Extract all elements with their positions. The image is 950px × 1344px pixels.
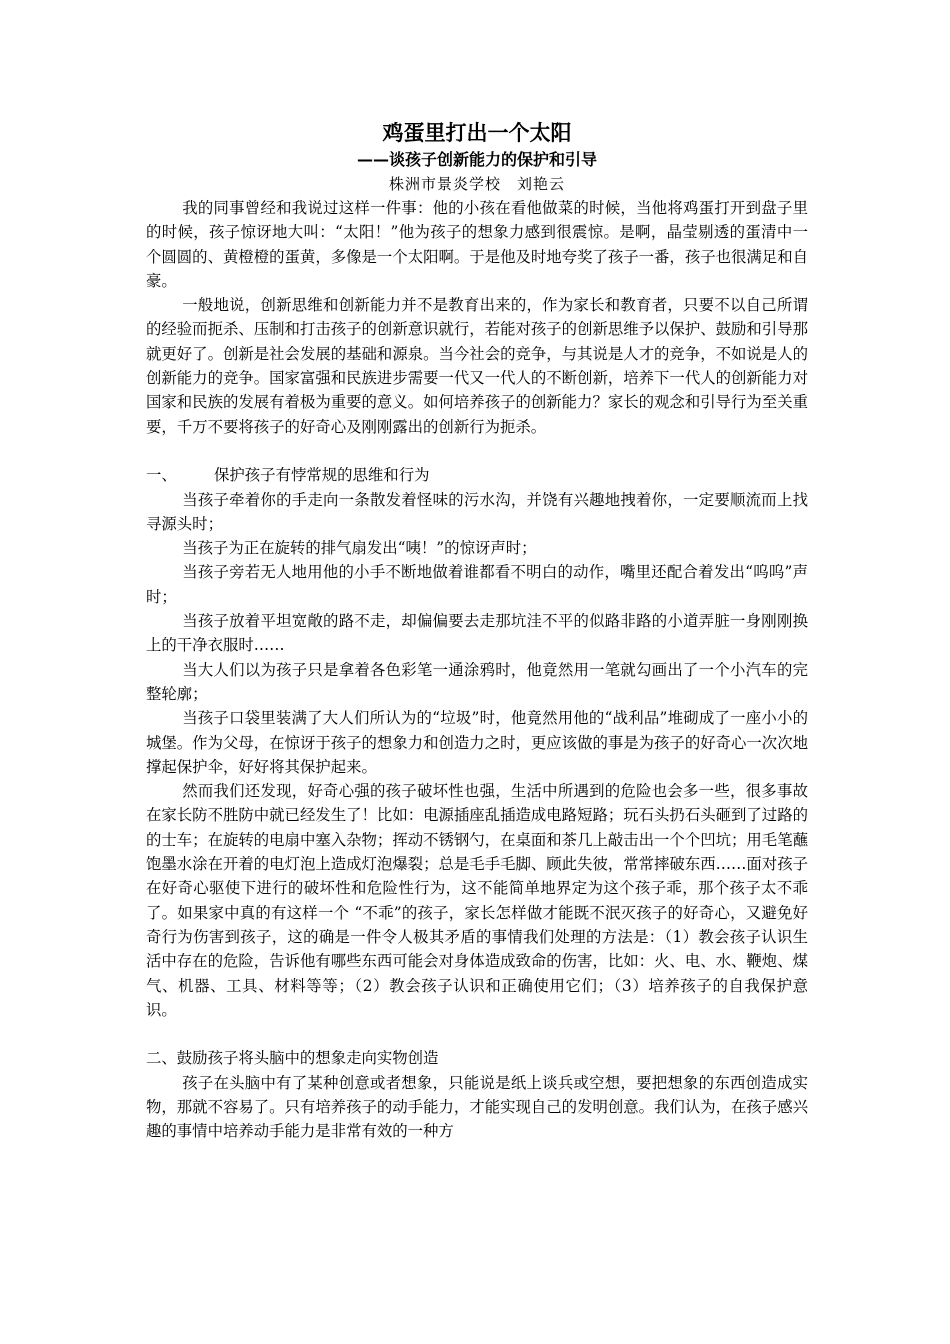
article-subtitle: ——谈孩子创新能力的保护和引导: [356, 150, 597, 169]
spacer: [146, 439, 808, 463]
section-paragraph: 当大人们以为孩子只是拿着各色彩笔一通涂鸦时，他竟然用一笔就勾画出了一个小汽车的完整轮廓；: [146, 660, 808, 703]
spacer: [146, 1022, 808, 1046]
intro-paragraph: 我的同事曾经和我说过这样一件事：他的小孩在看他做菜的时候，当他将鸡蛋打开到盘子里的时候，孩子惊讶地大叫：“太阳！”他为孩子的想象力感到很震惊。是啊，晶莹剔透的蛋清中一个圆圆的、黄橙橙的蛋黄，多像是一个太阳啊。于是他及时地夸奖了孩子一番，孩子也很满足和自豪。: [146, 199, 808, 290]
section-paragraph: 孩子在头脑中有了某种创意或者想象，只能说是纸上谈兵或空想，要把想象的东西创造成实物，那就不容易了。只有培养孩子的动手能力，才能实现自己的发明创意。我们认为，在孩子感兴趣的事情中培养动手能力是非常有效的一种方: [146, 1073, 808, 1141]
section-heading-2: 二、鼓励孩子将头脑中的想象走向实物创造: [146, 1049, 439, 1068]
section-paragraph: 当孩子放着平坦宽敞的路不走，却偏偏要去走那坑洼不平的似路非路的小道弄脏一身刚刚换上的干净衣服时……: [146, 612, 808, 655]
section-title: 保护孩子有悖常规的思维和行为: [214, 466, 430, 485]
author-line: 株洲市景炎学校 刘艳云: [388, 175, 565, 193]
section-heading-1: [146, 463, 808, 487]
document-page: [146, 118, 808, 1144]
section-paragraph: 然而我们还发现，好奇心强的孩子破坏性也强，生活中所遇到的危险也会多一些，很多事故在家长防不胜防中就已经发生了！比如：电源插座乱插造成电路短路；玩石头扔石头砸到了过路的的士车；在旋转的电扇中塞入杂物；挥动不锈钢勺，在桌面和茶几上敲击出一个个凹坑；用毛笔蘸饱墨水涂在开着的电灯泡上造成灯泡爆裂；总是毛手毛脚、顾此失彼，常常摔破东西……面对孩子在好奇心驱使下进行的破坏性和危险性行为，这不能简单地界定为这个孩子乖，那个孩子太不乖了。如果家中真的有这样一个 “不乖”的孩子，家长怎样做才能既不泯灭孩子的好奇心，又避免好奇行为伤害到孩子，这的确是一件令人极其矛盾的事情我们处理的方法是：（1）教会孩子认识生活中存在的危险，告诉他有哪些东西可能会对身体造成致命的伤害，比如：火、电、水、鞭炮、煤气、机器、工具、材料等等；（2）教会孩子认识和正确使用它们；（3）培养孩子的自我保护意识。: [146, 782, 808, 1019]
section-paragraph: 当孩子牵着你的手走向一条散发着怪味的污水沟，并饶有兴趣地拽着你，一定要顺流而上找寻源头时；: [146, 490, 808, 533]
article-title: 鸡蛋里打出一个太阳: [382, 121, 572, 145]
section-paragraph: 当孩子口袋里装满了大人们所认为的“垃圾”时，他竟然用他的“战利品”堆砌成了一座小小的城堡。作为父母，在惊讶于孩子的想象力和创造力之时，更应该做的事是为孩子的好奇心一次次地撑起保护伞，好好将其保护起来。: [146, 709, 808, 776]
section-paragraph: 当孩子旁若无人地用他的小手不断地做着谁都看不明白的动作，嘴里还配合着发出“呜呜”声时；: [146, 563, 808, 606]
section-paragraph: 当孩子为正在旋转的排气扇发出“咦！”的惊讶声时；: [182, 539, 537, 558]
intro-paragraph: 一般地说，创新思维和创新能力并不是教育出来的，作为家长和教育者，只要不以自己所谓的经验而扼杀、压制和打击孩子的创新意识就行，若能对孩子的创新思维予以保护、鼓励和引导那就更好了。创新是社会发展的基础和源泉。当今社会的竞争，与其说是人才的竞争，不如说是人的创新能力的竞争。国家富强和民族进步需要一代又一代人的不断创新，培养下一代人的创新能力对国家和民族的发展有着极为重要的意义。如何培养孩子的创新能力？家长的观念和引导行为至关重要，千万不要将孩子的好奇心及刚刚露出的创新行为扼杀。: [146, 296, 808, 436]
section-number: 一、: [146, 466, 177, 485]
